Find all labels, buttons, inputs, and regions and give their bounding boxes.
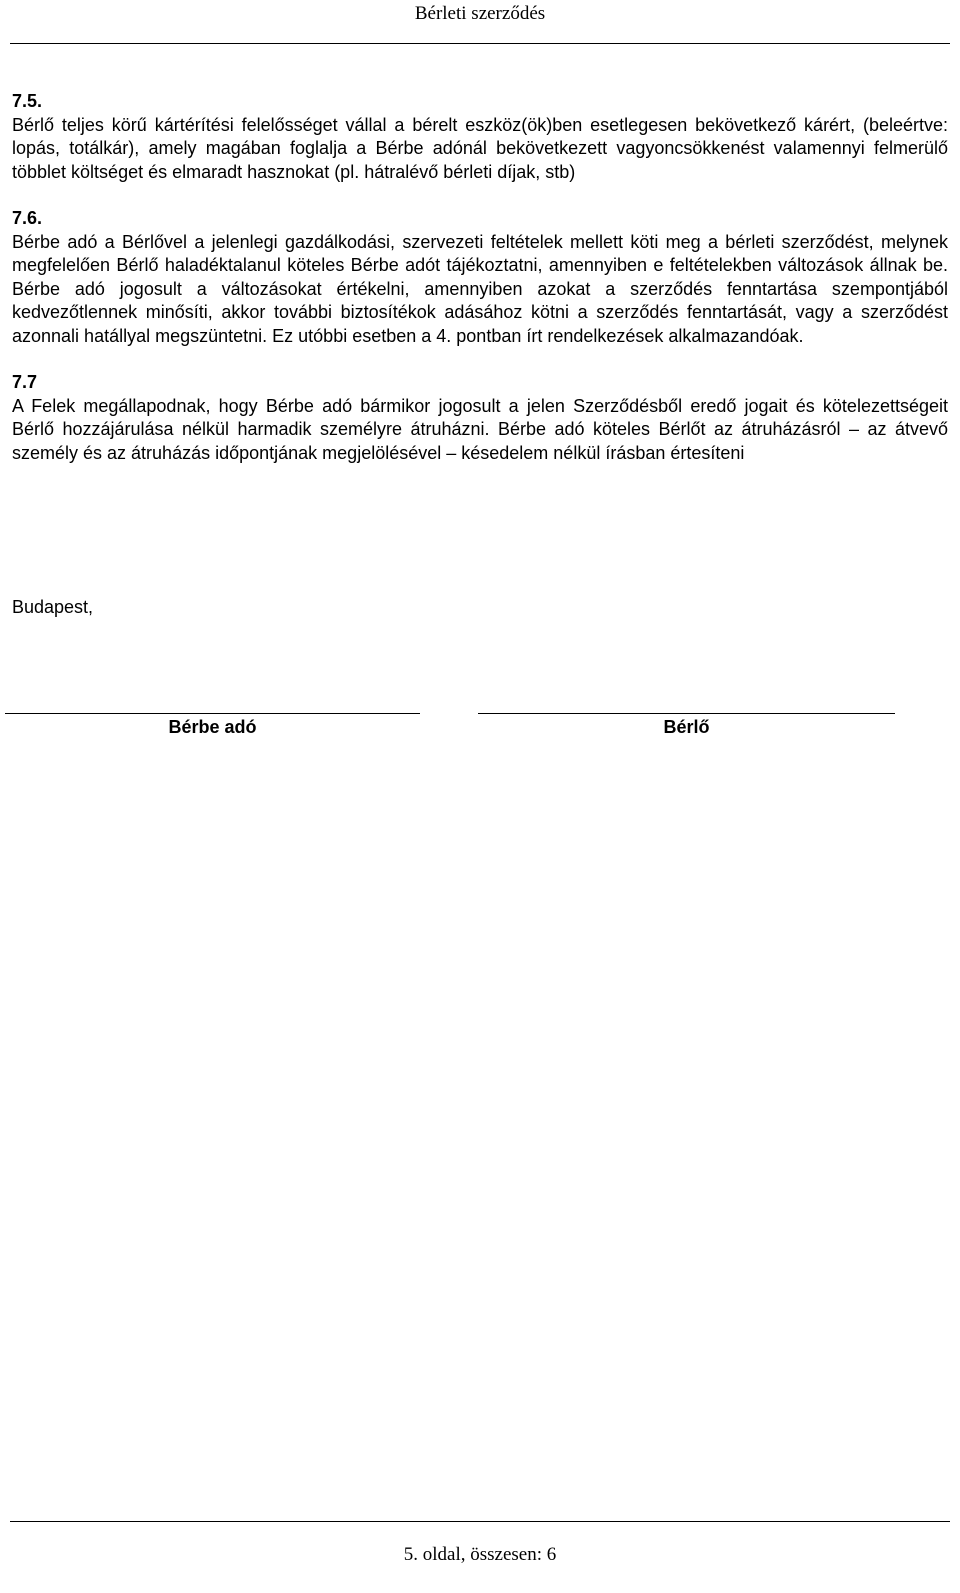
- place-of-signing: Budapest,: [12, 597, 94, 617]
- lessee-signature-line: [478, 713, 895, 714]
- page-header-title: Bérleti szerződés: [414, 3, 546, 24]
- section-7-5: [12, 90, 948, 184]
- section-7-7: [12, 371, 948, 465]
- section-number: 7.5.: [12, 91, 43, 111]
- section-text: Bérbe adó a Bérlővel a jelenlegi gazdálkodási, szervezeti feltételek mellett köti meg a bérleti szerződést, melynek megfelelően Bérlő haladéktalanul köteles Bérbe adót tájékoztatni, amennyiben e feltételekben változások állnak be. Bérbe adó jogosult a változásokat értékelni, amennyiben azokat a szerződés fenntartása szempontjából kedvezőtlennek minősíti, akkor további biztosítékok adásához kötni a szerződés fenntartását, vagy a szerződést azonnali hatállyal megszüntetni. Ez utóbbi esetben a 4. pontban írt rendelkezések alkalmazandóak.: [12, 231, 948, 346]
- lessor-signature-label: Bérbe adó: [168, 717, 257, 737]
- section-7-6: [12, 207, 948, 348]
- lessor-signature-line: [5, 713, 420, 714]
- header-divider: [10, 43, 950, 44]
- section-text: Bérlő teljes körű kártérítési felelősséget vállal a bérelt eszköz(ök)ben esetlegesen bekövetkező kárért, (beleértve: lopás, totálkár), amely magában foglalja a Bérbe adónál bekövetkezett vagyoncsökkenést valamennyi felmerülő többlet költséget és elmaradt hasznokat (pl. hátralévő bérleti díjak, stb): [12, 114, 948, 182]
- lessee-signature-label: Bérlő: [663, 717, 710, 737]
- document-body: [12, 90, 948, 488]
- section-number: 7.6.: [12, 208, 43, 228]
- footer-divider: [10, 1521, 950, 1522]
- section-text: A Felek megállapodnak, hogy Bérbe adó bármikor jogosult a jelen Szerződésből eredő jogait és kötelezettségeit Bérlő hozzájárulása nélkül harmadik személyre átruházni. Bérbe adó köteles Bérlőt az átruházásról – az átvevő személy és az átruházás időpontjának megjelölésével – késedelem nélkül írásban értesíteni: [12, 395, 948, 463]
- page-number: 5. oldal, összesen: 6: [403, 1544, 557, 1565]
- section-number: 7.7: [12, 372, 38, 392]
